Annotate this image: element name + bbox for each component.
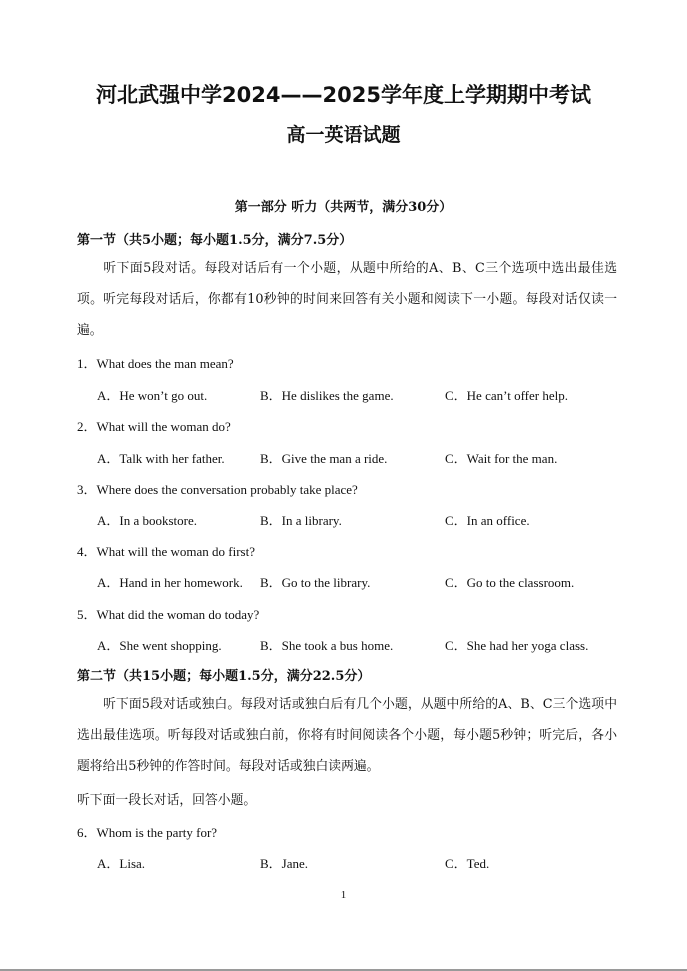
question-6-option-a: A．Lisa. — [97, 856, 146, 871]
question-3-option-a: A．In a bookstore. — [97, 513, 198, 528]
exam-subtitle: 高一英语试题 — [286, 124, 401, 146]
question-3-option-b: B．In a library. — [260, 513, 342, 528]
question-4-option-c: C．Go to the classroom. — [445, 575, 575, 590]
question-6-stem: 6．Whom is the party for? — [77, 825, 218, 840]
section1-instructions — [77, 253, 617, 346]
part1-heading: 第一部分 听力（共两节，满分30分） — [234, 200, 453, 215]
section1-instructions-text: 听下面5段对话。每段对话后有一个小题，从题中所给的A、B、C三个选项中选出最佳选项。听完每段对话后，你都有10秒钟的时间来回答有关小题和阅读下一小题。每段对话仅读一遍。 — [77, 261, 617, 338]
question-1-option-c: C．He can’t offer help. — [445, 388, 568, 403]
question-4-option-b: B．Go to the library. — [260, 575, 371, 590]
question-5-option-c: C．She had her yoga class. — [445, 638, 589, 653]
section2-instructions-text: 听下面5段对话或独白。每段对话或独白后有几个小题，从题中所给的A、B、C三个选项中选出最佳选项。听每段对话或独白前，你将有时间阅读各个小题，每小题5秒钟；听完后，各小题将给出5秒钟的作答时间。每段对话或独白读两遍。 — [77, 697, 617, 774]
question-1-option-a: A．He won’t go out. — [97, 388, 208, 403]
page-number: 1 — [340, 889, 347, 901]
section2-instructions — [77, 689, 617, 782]
question-5-stem: 5．What did the woman do today? — [77, 607, 260, 622]
question-4-stem: 4．What will the woman do first? — [77, 544, 255, 559]
dialog-intro: 听下面一段长对话，回答小题。 — [77, 793, 257, 807]
section2-heading: 第二节（共15小题；每小题1.5分，满分22.5分） — [77, 669, 371, 684]
question-3-option-c: C．In an office. — [445, 513, 530, 528]
question-3-stem: 3．Where does the conversation probably take place? — [77, 482, 358, 497]
question-5-option-a: A．She went shopping. — [97, 638, 222, 653]
question-2-option-b: B．Give the man a ride. — [260, 451, 388, 466]
question-2-option-c: C．Wait for the man. — [445, 451, 558, 466]
question-5-option-b: B．She took a bus home. — [260, 638, 394, 653]
question-2-option-a: A．Talk with her father. — [97, 451, 225, 466]
question-2-stem: 2．What will the woman do? — [77, 419, 231, 434]
section1-heading: 第一节（共5小题；每小题1.5分，满分7.5分） — [77, 233, 353, 248]
question-4-option-a: A．Hand in her homework. — [97, 575, 243, 590]
question-6-option-c: C．Ted. — [445, 856, 490, 871]
question-1-stem: 1．What does the man mean? — [77, 356, 234, 371]
exam-title: 河北武强中学2024——2025学年度上学期期中考试 — [96, 83, 591, 107]
question-6-option-b: B．Jane. — [260, 856, 309, 871]
question-1-option-b: B．He dislikes the game. — [260, 388, 394, 403]
